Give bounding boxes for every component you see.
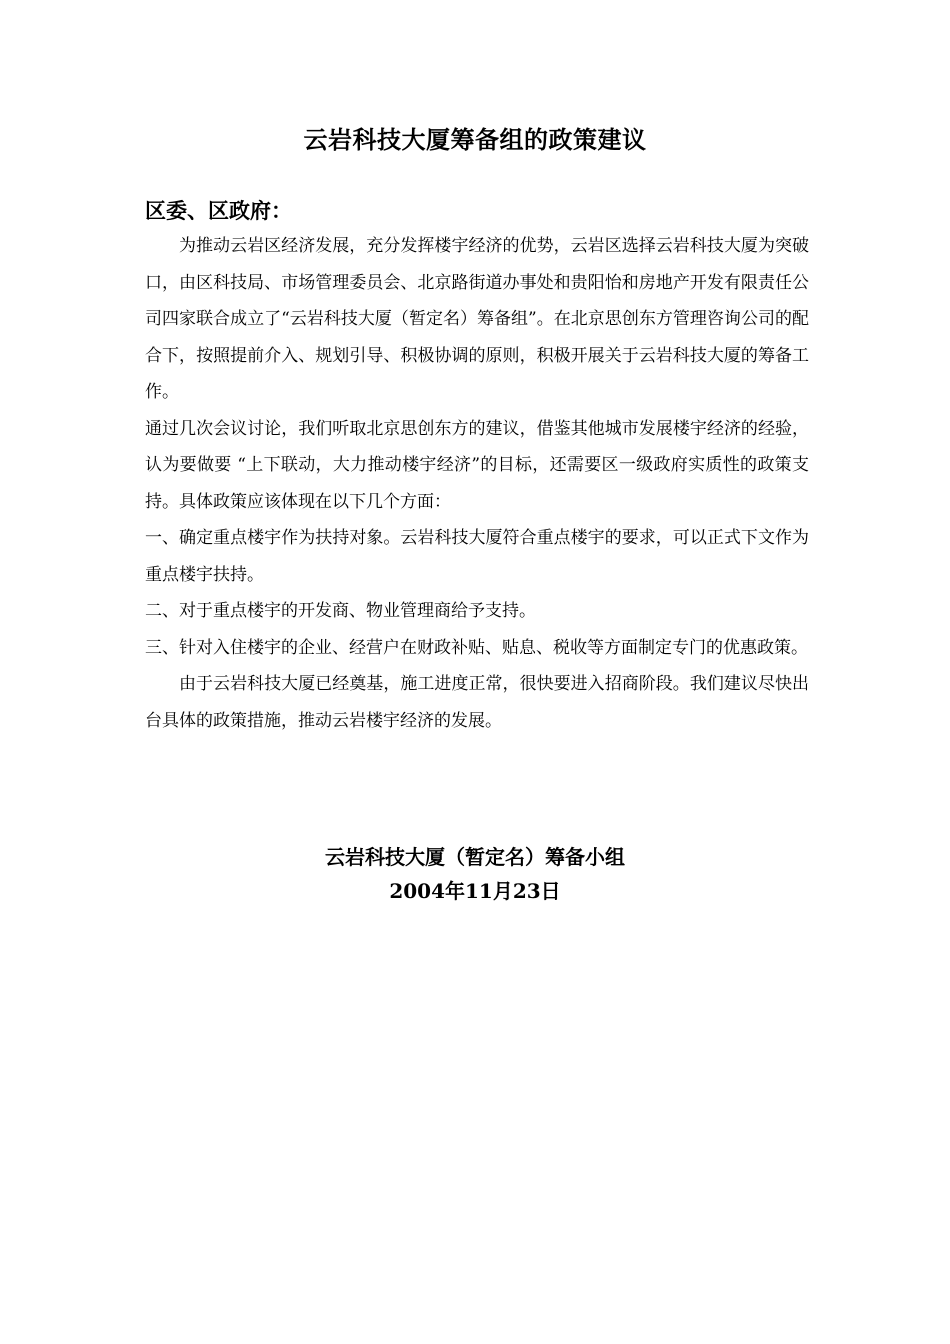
paragraph-discussion: 通过几次会议讨论，我们听取北京思创东方的建议，借鉴其他城市发展楼宇经济的经验，认为要做要 “上下联动，大力推动楼宇经济”的目标，还需要区一级政府实质性的政策支持。具体政策应该体现在以下几个方面： xyxy=(145,418,809,512)
paragraph-conclusion: 由于云岩科技大厦已经奠基，施工进度正常，很快要进入招商阶段。我们建议尽快出台具体的政策措施，推动云岩楼宇经济的发展。 xyxy=(145,674,809,731)
signature-date: 2004年11月23日 xyxy=(389,879,561,903)
policy-item-3: 三、针对入住楼宇的企业、经营户在财政补贴、贴息、税收等方面制定专门的优惠政策。 xyxy=(145,637,808,658)
document-body xyxy=(145,228,809,739)
signature-organization: 云岩科技大厦（暂定名）筹备小组 xyxy=(325,845,625,869)
policy-item-2: 二、对于重点楼宇的开发商、物业管理商给予支持。 xyxy=(145,601,536,621)
signature-block xyxy=(0,840,950,908)
policy-item-1: 一、确定重点楼宇作为扶持对象。云岩科技大厦符合重点楼宇的要求，可以正式下文作为重点楼宇扶持。 xyxy=(145,528,809,585)
document-title: 云岩科技大厦筹备组的政策建议 xyxy=(303,125,647,154)
paragraph-intro: 为推动云岩区经济发展，充分发挥楼宇经济的优势，云岩区选择云岩科技大厦为突破口，由区科技局、市场管理委员会、北京路街道办事处和贵阳怡和房地产开发有限责任公司四家联合成立了“云岩科技大厦（暂定名）筹备组”。在北京思创东方管理咨询公司的配合下，按照提前介入、规划引导、积极协调的原则，积极开展关于云岩科技大厦的筹备工作。 xyxy=(145,236,809,402)
salutation: 区委、区政府： xyxy=(145,198,292,223)
